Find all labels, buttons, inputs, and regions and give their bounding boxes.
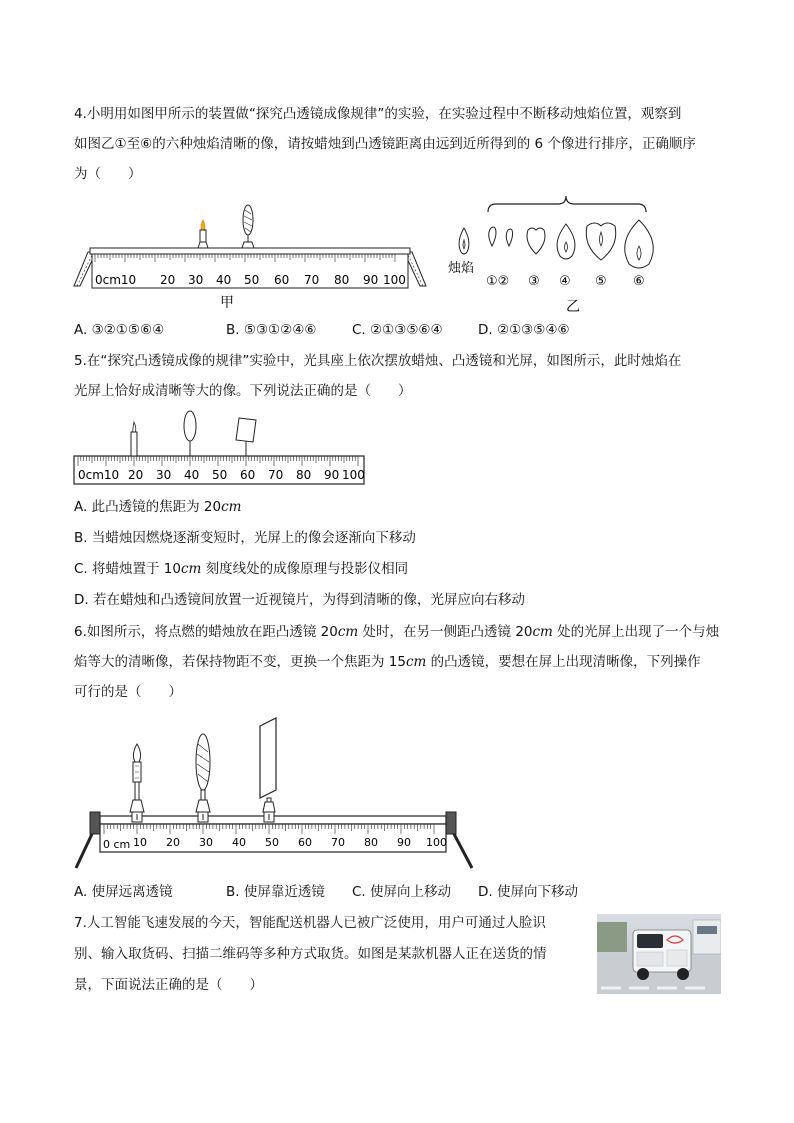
q4-image-label-5: ⑤	[595, 274, 607, 289]
q6-tick-0: 0 cm	[103, 838, 131, 851]
q5-line-2: 光屏上恰好成清晰等大的像。下列说法正确的是（ ）	[74, 383, 412, 399]
q4-image-label-3: ③	[528, 274, 540, 289]
q4-line-2: 如图乙①至⑥的六种烛焰清晰的像，请按蜡烛到凸透镜距离由远到近所得到的 6 个像进行排序，正确顺序	[74, 136, 696, 152]
q6-line-1-c: 处的光屏上出现了一个与烛	[552, 624, 720, 640]
q4-tick-50: 50	[244, 273, 260, 287]
q7-line-2: 别、输入取货码、扫描二维码等多种方式取货。如图是某款机器人正在送货的情	[74, 946, 547, 962]
q4-image-label-12: ①②	[486, 274, 510, 289]
q6-option-c[interactable]: C. 使屏向上移动	[352, 884, 452, 900]
q7-line-3: 景，下面说法正确的是（ ）	[74, 977, 263, 993]
q4-caption-jia: 甲	[220, 295, 234, 311]
q6-tick-50: 50	[265, 836, 279, 849]
q6-line-1	[74, 622, 719, 642]
q6-tick-100: 100	[426, 836, 447, 849]
q4-flame-label: 烛焰	[448, 261, 475, 276]
q4-tick-90: 90	[363, 273, 379, 287]
q6-line-1-b: 处时，在另一侧距凸透镜 20	[358, 624, 533, 640]
q6-option-b[interactable]: B. 使屏靠近透镜	[226, 884, 325, 900]
q5-tick-0: 0cm10	[78, 468, 120, 482]
q4-option-c[interactable]: C. ②①③⑤⑥④	[352, 322, 443, 338]
q6-line-2	[74, 652, 701, 672]
q4-tick-70: 70	[304, 273, 320, 287]
q5-option-a-text: A. 此凸透镜的焦距为 20	[74, 499, 222, 515]
q6-tick-60: 60	[298, 836, 312, 849]
q6-figure	[70, 712, 480, 872]
q5-option-c[interactable]	[74, 559, 408, 579]
q5-option-b[interactable]: B. 当蜡烛因燃烧逐渐变短时，光屏上的像会逐渐向下移动	[74, 530, 416, 546]
q6-tick-20: 20	[166, 836, 180, 849]
q4-caption-yi: 乙	[566, 299, 580, 315]
q5-tick-50: 50	[212, 468, 228, 482]
q4-candle	[198, 220, 208, 248]
q6-line-1-a: 6.如图所示，将点燃的蜡烛放在距凸透镜 20	[74, 624, 338, 640]
q5-option-c-rest: 刻度线处的成像原理与投影仪相同	[201, 561, 409, 577]
q5-figure	[70, 410, 370, 490]
q4-tick-20: 20	[160, 273, 176, 287]
q5-tick-60: 60	[240, 468, 256, 482]
q5-option-c-text: C. 将蜡烛置于 10	[74, 561, 181, 577]
q4-tick-60: 60	[274, 273, 290, 287]
q6-tick-90: 90	[397, 836, 411, 849]
q6-tick-70: 70	[331, 836, 345, 849]
q4-image-label-4: ④	[559, 274, 571, 289]
q5-option-a[interactable]	[74, 497, 241, 517]
q4-option-b[interactable]: B. ⑤③①②④⑥	[226, 322, 317, 338]
q6-option-d[interactable]: D. 使屏向下移动	[478, 884, 578, 900]
q4-tick-40: 40	[216, 273, 232, 287]
q4-option-a[interactable]: A. ③②①⑤⑥④	[74, 322, 165, 338]
q5-option-c-unit: cm	[180, 561, 202, 577]
q4-line-1: 4.小明用如图甲所示的装置做“探究凸透镜成像规律”的实验，在实验过程中不断移动烛焰位置，观察到	[74, 106, 682, 122]
q6-line-2-a: 焰等大的清晰像，若保持物距不变，更换一个焦距为 15	[74, 654, 406, 670]
q4-image-label-6: ⑥	[633, 274, 645, 289]
q5-tick-30: 30	[156, 468, 172, 482]
q4-figure-jia	[70, 200, 430, 315]
q5-tick-40: 40	[184, 468, 200, 482]
q6-candle	[130, 744, 144, 822]
q6-line-2-unit: cm	[405, 654, 427, 670]
q7-robot-photo	[597, 914, 721, 994]
q6-tick-30: 30	[199, 836, 213, 849]
q6-lens	[196, 734, 210, 822]
q5-tick-70: 70	[268, 468, 284, 482]
q6-screen	[260, 718, 276, 822]
q6-tick-40: 40	[232, 836, 246, 849]
q6-line-3: 可行的是（ ）	[74, 684, 182, 700]
q6-line-2-b: 的凸透镜，要想在屏上出现清晰像，下列操作	[426, 654, 701, 670]
q4-tick-100: 100	[383, 273, 406, 287]
q6-line-1-unit-1: cm	[337, 624, 359, 640]
q7-line-1: 7.人工智能飞速发展的今天，智能配送机器人已被广泛使用，用户可通过人脸识	[74, 915, 546, 931]
q5-tick-90: 90	[324, 468, 340, 482]
q4-tick-0: 0cm10	[95, 273, 137, 287]
q6-tick-10: 10	[133, 836, 147, 849]
q5-line-1: 5.在“探究凸透镜成像的规律”实验中，光具座上依次摆放蜡烛、凸透镜和光屏，如图所示，此时烛焰在	[74, 353, 682, 369]
q6-option-a[interactable]: A. 使屏远离透镜	[74, 884, 173, 900]
q5-tick-80: 80	[296, 468, 312, 482]
q6-tick-80: 80	[364, 836, 378, 849]
q4-lens	[242, 205, 254, 248]
q4-option-d[interactable]: D. ②①③⑤④⑥	[478, 322, 570, 338]
q5-screen	[236, 418, 256, 456]
q4-tick-30: 30	[188, 273, 204, 287]
q5-tick-100: 100	[342, 468, 365, 482]
q5-candle	[131, 422, 137, 456]
q4-tick-80: 80	[334, 273, 350, 287]
q5-tick-20: 20	[128, 468, 144, 482]
q5-option-d[interactable]: D. 若在蜡烛和凸透镜间放置一近视镜片，为得到清晰的像，光屏应向右移动	[74, 592, 525, 608]
q5-option-a-unit: cm	[221, 499, 242, 515]
q5-lens	[184, 411, 196, 456]
q4-line-3: 为（ ）	[74, 166, 142, 182]
q4-figure-yi	[440, 190, 690, 315]
q6-line-1-unit-2: cm	[532, 624, 553, 640]
